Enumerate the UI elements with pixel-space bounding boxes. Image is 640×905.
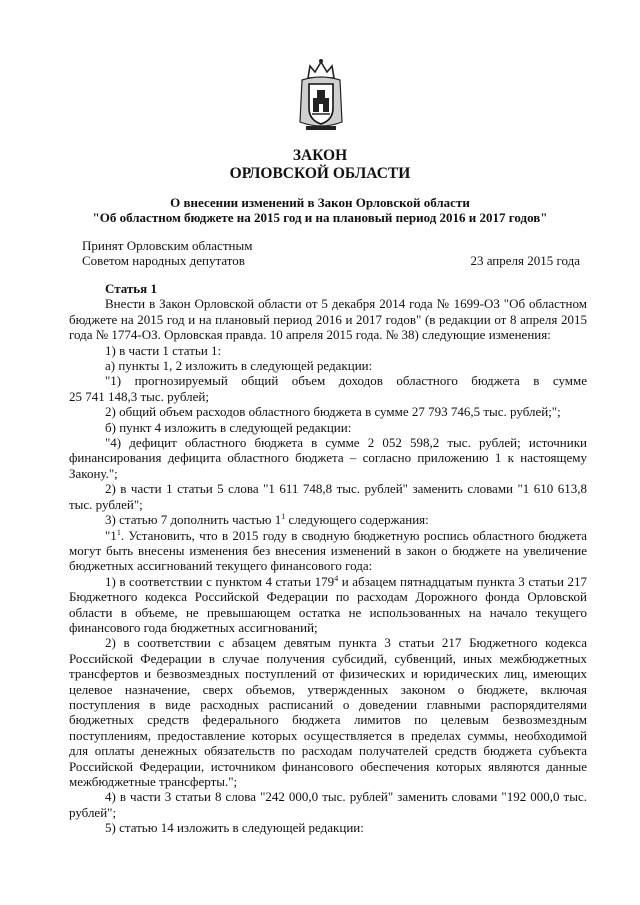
document-subtitle-line2: "Об областном бюджете на 2015 год и на плановый период 2016 и 2017 годов": [92, 210, 548, 225]
item-1a: а) пункты 1, 2 изложить в следующей редакции:: [105, 358, 373, 374]
document-subtitle-line1: О внесении изменений в Закон Орловской области: [170, 195, 470, 210]
item-1: 1) в части 1 статьи 1:: [105, 342, 222, 358]
adoption-line2: Советом народных депутатов: [82, 253, 245, 268]
item-1a-quote-2: 2) общий объем расходов областного бюджета в сумме 27 793 746,5 тыс. рублей;";: [105, 404, 561, 420]
item-3: [69, 512, 587, 527]
article-intro: Внести в Закон Орловской области от 5 декабря 2014 года № 1699-ОЗ "Об областном бюджете на 2015 год и на плановый период 2016 и 2017 годов" (в редакции от 8 апреля 2015 года № 1774-ОЗ. Орловская правда. 10 апреля 2015 года. № 38) следующие изменения:: [69, 296, 587, 343]
item-3-quote-b: . Установить, что в 2015 году в сводную бюджетную роспись областного бюджета могут быть внесены изменения без внесения изменений в закон о бюджете на увеличение бюджетных ассигнований текущего финансового года:: [69, 527, 587, 574]
item-3-sub-2: 2) в соответствии с абзацем девятым пункта 3 статьи 217 Бюджетного кодекса Российской Федерации в случае получения субсидий, субвенций, иных межбюджетных трансфертов и безвозмездных поступлений от физических и юридических лиц, имеющих целевое назначение, сверх объемов, утвержденных законом о бюджете, включая поступления в виде расходных расписаний о доведении главными распорядителями бюджетных средств федерального бюджета лимитов по целевым безвозмездным поступлениям, предоставление которых осуществляется в пределах суммы, необходимой для оплаты денежных обязательств по расходам получателей средств бюджета субъекта Российской Федерации, источником финансового обеспечения которых являются данные межбюджетные трансферты.";: [69, 635, 587, 789]
item-3-quote: [69, 528, 587, 574]
item-5: 5) статью 14 изложить в следующей редакции:: [105, 820, 364, 836]
item-1a-quote-1-end: 25 741 148,3 тыс. рублей;: [69, 388, 209, 404]
item-2: 2) в части 1 статьи 5 слова "1 611 748,8 тыс. рублей" заменить словами "1 610 613,8 тыс. рублей";: [69, 481, 587, 512]
document-title-region: ОРЛОВСКОЙ ОБЛАСТИ: [229, 165, 411, 182]
item-3-text-a: 3) статью 7 дополнить частью 1: [105, 512, 282, 528]
coat-of-arms-icon: [298, 56, 344, 136]
item-1a-quote-1: [69, 373, 587, 388]
article-heading: Статья 1: [105, 281, 157, 296]
adoption-date: 23 апреля 2015 года: [470, 253, 580, 268]
item-1b-quote: "4) дефицит областного бюджета в сумме 2 052 598,2 тыс. рублей; источники финансирования дефицита областного бюджета – согласно приложению 1 к настоящему Закону.";: [69, 435, 587, 481]
item-4: 4) в части 3 статьи 8 слова "242 000,0 тыс. рублей" заменить словами "192 000,0 тыс. рублей";: [69, 789, 587, 820]
item-3-quote-sup: 1: [116, 527, 121, 537]
item-3-sup: 1: [281, 512, 286, 522]
item-3-quote-a: "1: [105, 527, 117, 543]
item-3-sub-1-sup: 4: [334, 573, 339, 583]
adoption-line1: Принят Орловским областным: [82, 238, 253, 253]
item-3-sub-1: [69, 574, 587, 636]
item-3-text-b: следующего содержания:: [285, 512, 429, 528]
document-body: [69, 281, 587, 836]
item-3-sub-1-a: 1) в соответствии с пунктом 4 статьи 179: [105, 573, 335, 589]
item-3-sub-1-b: и абзацем пятнадцатым пункта 3 статьи 217 Бюджетного кодекса Российской Федерации по расходам Дорожного фонда Орловской области в объеме, не превышающем остатка не использованных на начало текущего финансового года бюджетных ассигнований;: [69, 573, 587, 635]
item-1b: б) пункт 4 изложить в следующей редакции:: [105, 419, 352, 435]
document-title: ЗАКОН: [292, 147, 348, 164]
item-1a-quote-1-text: "1) прогнозируемый общий объем доходов областного бюджета в сумме: [105, 373, 587, 389]
